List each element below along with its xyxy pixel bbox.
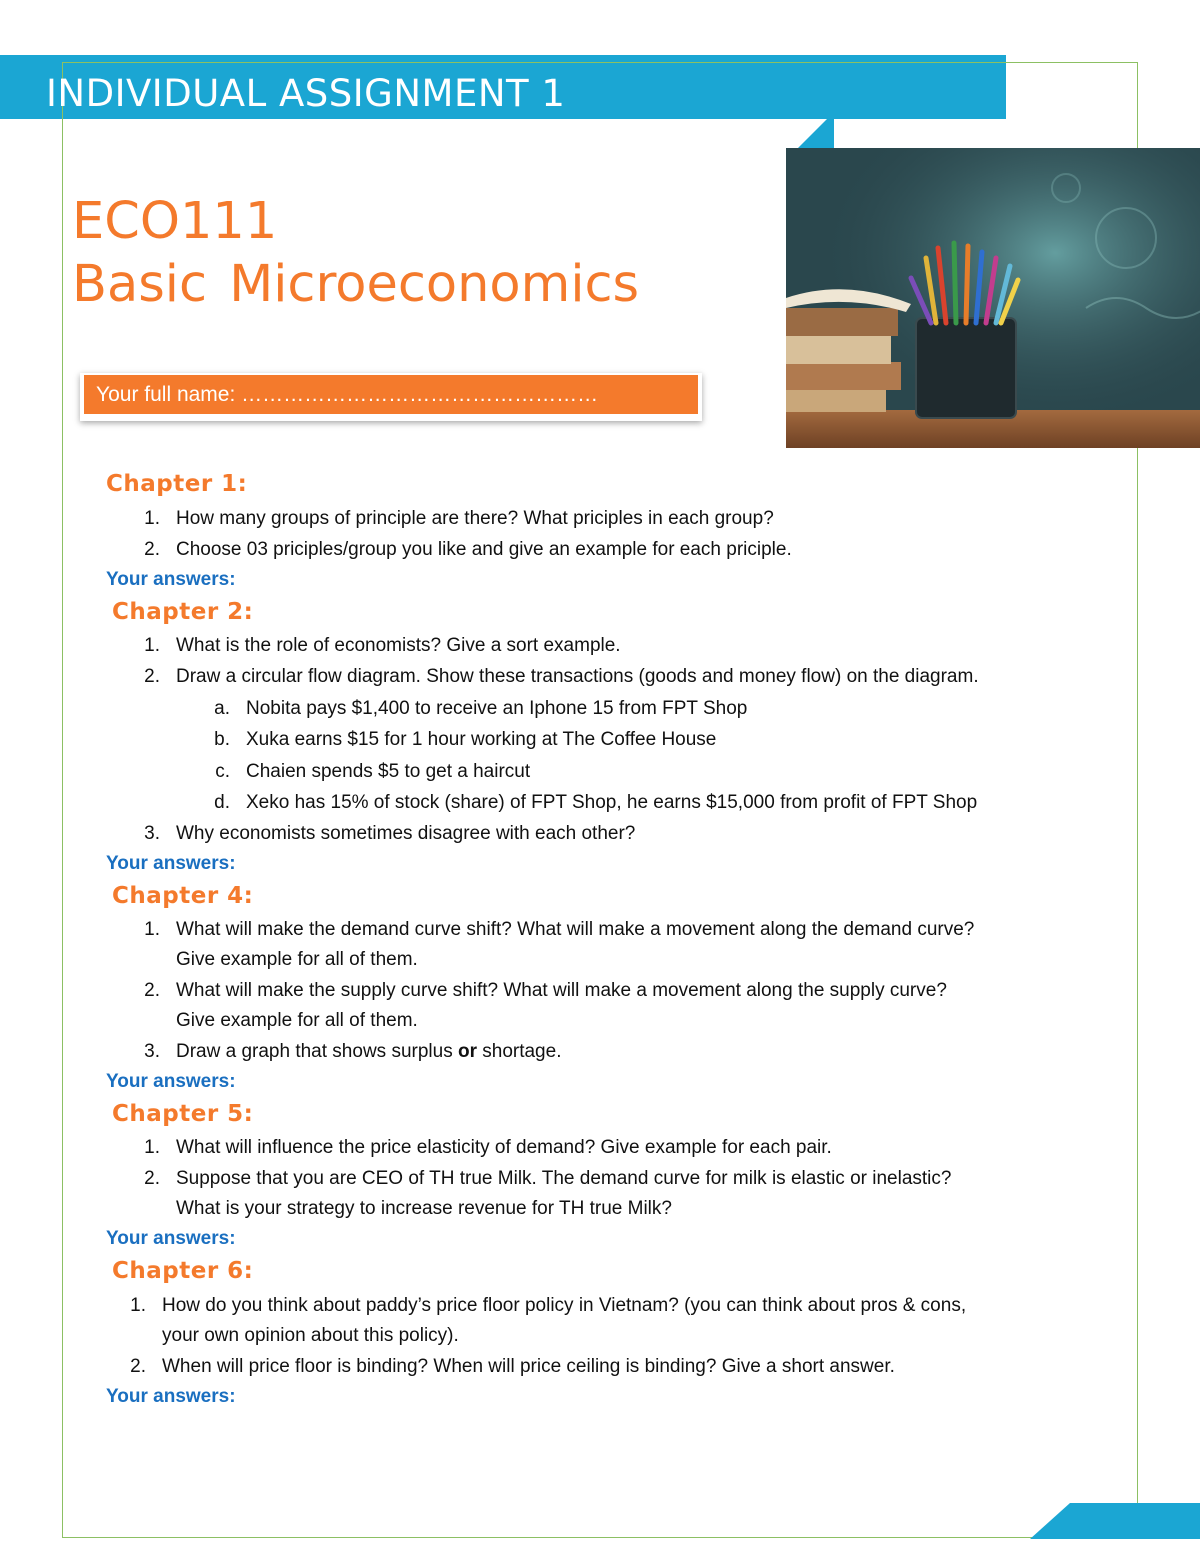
- answers-label: Your answers:: [106, 1386, 236, 1407]
- chapter-2-heading: Chapter 2:: [112, 599, 254, 625]
- full-name-field[interactable]: Your full name: ……………………………………………: [84, 375, 698, 414]
- answers-label: Your answers:: [106, 569, 236, 590]
- assignment-title: INDIVIDUAL ASSIGNMENT 1: [46, 72, 566, 115]
- banner-accent-shape: [784, 118, 834, 150]
- chapter-6-heading: Chapter 6:: [112, 1258, 254, 1284]
- classroom-pencils-books-photo: [786, 148, 1200, 448]
- chapter-5-heading: Chapter 5:: [112, 1101, 254, 1127]
- answers-label: Your answers:: [106, 1071, 236, 1092]
- chapter-1-heading: Chapter 1:: [106, 471, 248, 497]
- answers-label: Your answers:: [106, 1228, 236, 1249]
- answers-label: Your answers:: [106, 853, 236, 874]
- course-code: ECO111: [72, 192, 278, 251]
- full-name-box[interactable]: [80, 373, 702, 421]
- footer-accent-shape: [1030, 1503, 1200, 1539]
- course-name: Basic Microeconomics: [72, 255, 640, 314]
- chapter-4-heading: Chapter 4:: [112, 883, 254, 909]
